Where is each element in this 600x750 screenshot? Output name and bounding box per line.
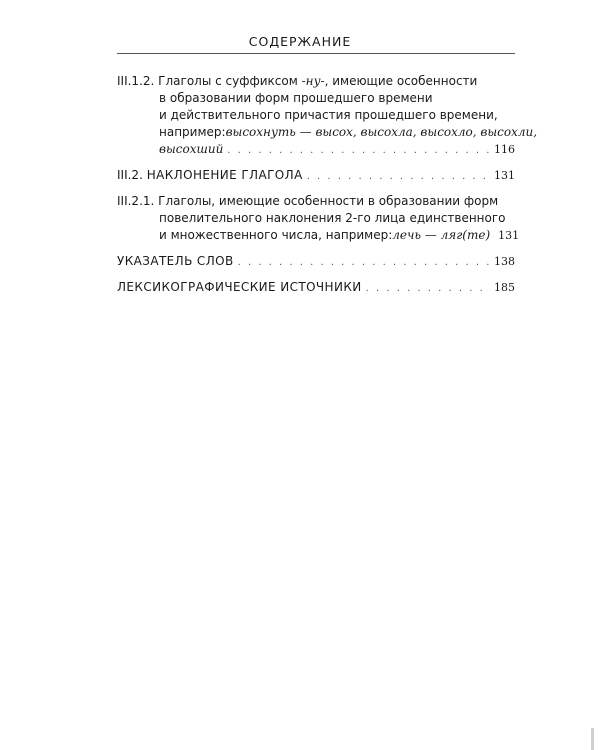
- toc-entry-iii-1-2[interactable]: [117, 73, 538, 159]
- page-edge-mark: [591, 728, 594, 750]
- running-head: СОДЕРЖАНИЕ: [248, 34, 352, 49]
- table-of-contents: [117, 73, 538, 297]
- toc-entry-iii-2[interactable]: [117, 167, 515, 185]
- toc-line: повелительного наклонения 2-го лица единственного: [159, 211, 506, 225]
- toc-line: [117, 73, 515, 90]
- toc-entry-word-index[interactable]: [117, 253, 515, 271]
- toc-line: и действительного причастия прошедшего времени,: [159, 108, 498, 122]
- header-rule: [117, 53, 515, 54]
- toc-entry-title: УКАЗАТЕЛЬ СЛОВ: [117, 254, 234, 268]
- toc-page-number: 131: [498, 229, 520, 242]
- toc-page-number: 131: [494, 169, 515, 182]
- toc-entry-iii-2-1[interactable]: [117, 193, 520, 245]
- toc-entry-title: НАКЛОНЕНИЕ ГЛАГОЛА: [146, 168, 303, 182]
- toc-entry-number: III.2.: [117, 168, 143, 182]
- toc-page-number: 138: [494, 255, 515, 268]
- toc-entry-title: ЛЕКСИКОГРАФИЧЕСКИЕ ИСТОЧНИКИ: [117, 280, 362, 294]
- toc-line: III.2.1. Глаголы, имеющие особенности в образовании форм: [117, 194, 499, 208]
- dot-leader: [238, 254, 490, 271]
- toc-line-text: III.1.2. Глаголы с суффиксом -ну-, имеющие особенности: [117, 74, 478, 88]
- toc-line-with-page: и множественного числа, например: лечь — ляг(те) 131: [159, 228, 520, 242]
- toc-entry-lexicographic-sources[interactable]: [117, 279, 515, 297]
- toc-page-number: 185: [494, 281, 515, 294]
- dot-leader: [307, 168, 490, 185]
- toc-entry-number: III.2.1.: [117, 194, 155, 208]
- toc-line-with-page: [117, 253, 515, 271]
- toc-line-with-page: [117, 279, 515, 297]
- toc-line: в образовании форм прошедшего времени: [159, 91, 433, 105]
- toc-entry-number: III.1.2.: [117, 74, 155, 88]
- dot-leader: [227, 142, 490, 159]
- dot-leader: [366, 280, 490, 297]
- toc-page-number: 116: [494, 143, 515, 156]
- toc-line-with-page: [117, 167, 515, 185]
- toc-line-with-page: высохший . . . 116: [117, 141, 515, 159]
- toc-line: например: высохнуть — высох, высохла, высохло, высохли,: [159, 125, 538, 139]
